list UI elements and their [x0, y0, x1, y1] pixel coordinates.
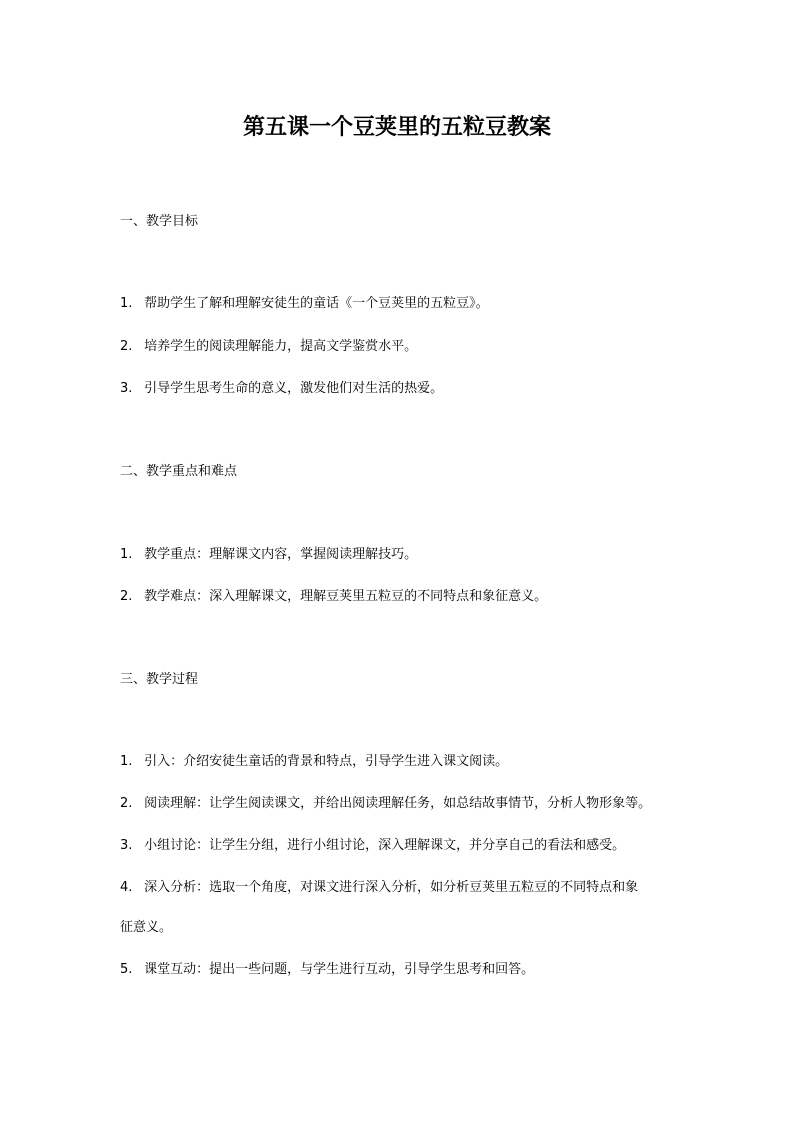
item-text: 课堂互动：提出一些问题，与学生进行互动，引导学生思考和回答。: [144, 962, 535, 977]
list-item: [120, 294, 700, 314]
list-item: [120, 878, 700, 898]
item-number: 2.: [120, 796, 133, 811]
item-text: 帮助学生了解和理解安徒生的童话《一个豆荚里的五粒豆》。: [144, 296, 489, 311]
item-number: 3.: [120, 381, 133, 396]
list-item: [120, 794, 700, 814]
item-number: 4.: [120, 880, 133, 895]
item-number: 2.: [120, 589, 133, 604]
list-item-continuation: 征意义。: [120, 920, 173, 935]
item-number: 1.: [120, 754, 133, 769]
item-text: 教学重点：理解课文内容，掌握阅读理解技巧。: [144, 547, 418, 562]
list-item: [120, 960, 700, 980]
document-title: 第五课一个豆荚里的五粒豆教案: [242, 115, 551, 140]
item-number: 1.: [120, 296, 133, 311]
section-heading-process: 三、教学过程: [120, 672, 199, 687]
section-heading-objectives: 一、教学目标: [120, 214, 199, 229]
list-item: [120, 587, 700, 607]
item-text: 深入分析：选取一个角度，对课文进行深入分析，如分析豆荚里五粒豆的不同特点和象: [144, 880, 639, 895]
list-item: [120, 545, 700, 565]
item-number: 2.: [120, 339, 133, 354]
list-item: [120, 379, 700, 399]
item-text: 教学难点：深入理解课文，理解豆荚里五粒豆的不同特点和象征意义。: [144, 589, 548, 604]
section-heading-key-points: 二、教学重点和难点: [120, 464, 238, 479]
list-item: [120, 337, 700, 357]
item-number: 3.: [120, 838, 133, 853]
list-item: [120, 752, 700, 772]
item-text: 引入：介绍安徒生童话的背景和特点，引导学生进入课文阅读。: [144, 754, 509, 769]
item-text: 阅读理解：让学生阅读课文，并给出阅读理解任务，如总结故事情节，分析人物形象等。: [144, 796, 652, 811]
item-text: 引导学生思考生命的意义，激发他们对生活的热爱。: [144, 381, 444, 396]
item-text: 小组讨论：让学生分组，进行小组讨论，深入理解课文，并分享自己的看法和感受。: [144, 838, 626, 853]
list-item: [120, 836, 700, 856]
item-number: 5.: [120, 962, 133, 977]
item-text: 培养学生的阅读理解能力，提高文学鉴赏水平。: [144, 339, 418, 354]
item-number: 1.: [120, 547, 133, 562]
